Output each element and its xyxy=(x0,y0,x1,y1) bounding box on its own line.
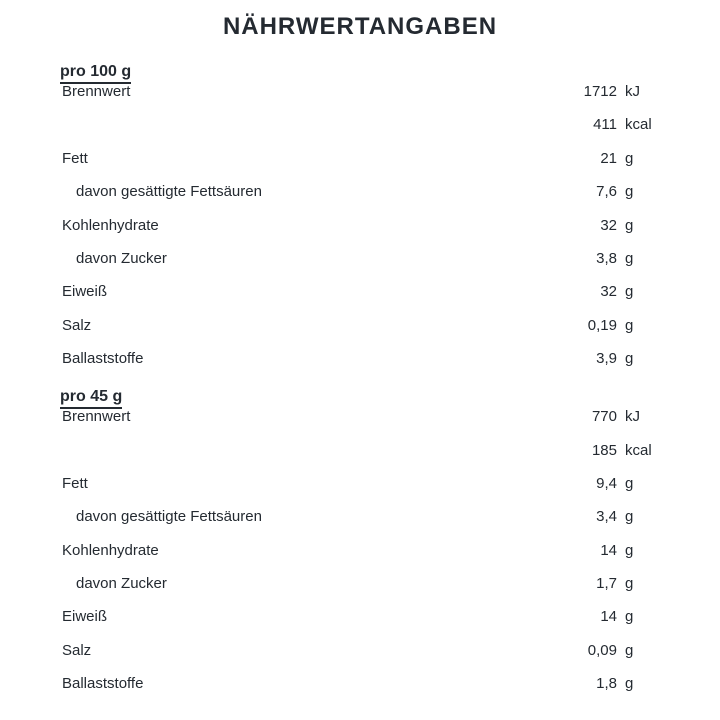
nutrient-unit: g xyxy=(625,350,634,368)
nutrient-amount: 0,19 xyxy=(587,316,617,334)
nutrient-label: Salz xyxy=(62,316,92,334)
nutrient-label: Eiweiß xyxy=(62,283,108,301)
nutrient-label: Fett xyxy=(62,149,88,167)
nutrient-row xyxy=(60,282,655,301)
nutrient-unit: g xyxy=(625,474,634,492)
nutrient-unit: g xyxy=(625,249,634,267)
nutrient-unit: g xyxy=(625,508,634,526)
nutrient-row xyxy=(60,349,655,368)
nutrient-value xyxy=(561,474,655,493)
nutrient-value xyxy=(561,441,655,460)
nutrient-row xyxy=(60,182,655,201)
nutrient-value xyxy=(561,641,655,660)
nutrient-amount: 14 xyxy=(600,541,617,559)
nutrient-amount: 3,9 xyxy=(596,350,617,368)
nutrient-unit: g xyxy=(625,575,634,593)
nutrient-row xyxy=(60,249,655,268)
nutrition-table xyxy=(60,63,655,693)
nutrient-label: Kohlenhydrate xyxy=(62,216,159,234)
nutrient-value xyxy=(561,574,655,593)
page-title: NÄHRWERTANGABEN xyxy=(222,13,498,40)
nutrient-amount: 1,8 xyxy=(596,675,617,693)
nutrient-amount: 1,7 xyxy=(596,575,617,593)
nutrient-amount: 3,4 xyxy=(596,508,617,526)
nutrient-row xyxy=(60,115,655,134)
nutrient-value xyxy=(561,115,655,134)
nutrient-amount: 32 xyxy=(600,283,617,301)
nutrient-value xyxy=(561,182,655,201)
nutrient-amount: 3,8 xyxy=(596,249,617,267)
nutrient-row xyxy=(60,541,655,560)
nutrient-amount: 185 xyxy=(591,441,617,459)
nutrient-amount: 7,6 xyxy=(596,183,617,201)
nutrient-row xyxy=(60,441,655,460)
nutrient-value xyxy=(561,249,655,268)
section-heading-wrap xyxy=(60,63,655,82)
nutrient-row xyxy=(60,149,655,168)
nutrient-value xyxy=(561,541,655,560)
nutrient-value xyxy=(561,149,655,168)
nutrient-label: Kohlenhydrate xyxy=(62,541,159,559)
nutrient-value xyxy=(561,407,655,426)
nutrient-unit: kJ xyxy=(625,408,640,426)
nutrient-row xyxy=(60,641,655,660)
nutrient-row xyxy=(60,607,655,626)
nutrient-row xyxy=(60,474,655,493)
nutrient-label: davon gesättigte Fettsäuren xyxy=(76,183,262,201)
nutrient-label: davon Zucker xyxy=(76,575,167,593)
nutrient-unit: g xyxy=(625,316,634,334)
nutrient-value xyxy=(561,349,655,368)
nutrient-value xyxy=(561,216,655,235)
nutrient-unit: g xyxy=(625,149,634,167)
nutrient-amount: 1712 xyxy=(583,83,617,100)
nutrient-label: Eiweiß xyxy=(62,608,108,626)
nutrient-label: davon Zucker xyxy=(76,249,167,267)
nutrient-value xyxy=(561,316,655,335)
nutrient-value xyxy=(561,282,655,301)
nutrient-amount: 9,4 xyxy=(596,474,617,492)
nutrient-unit: g xyxy=(625,216,634,234)
nutrient-amount: 0,09 xyxy=(587,641,617,659)
nutrient-value xyxy=(561,507,655,526)
nutrient-unit: g xyxy=(625,283,634,301)
nutrient-amount: 411 xyxy=(593,116,617,134)
nutrient-amount: 14 xyxy=(600,608,617,626)
nutrient-unit: g xyxy=(625,641,634,659)
nutrient-row xyxy=(60,574,655,593)
nutrient-label: Salz xyxy=(62,641,92,659)
nutrition-section xyxy=(60,63,655,368)
nutrient-value xyxy=(561,674,655,693)
nutrient-label: Ballaststoffe xyxy=(62,675,144,693)
nutrient-label: davon gesättigte Fettsäuren xyxy=(76,508,262,526)
nutrient-amount: 770 xyxy=(591,408,617,426)
section-heading: pro 100 g xyxy=(60,63,131,84)
nutrient-unit: g xyxy=(625,675,634,693)
nutrient-unit: kcal xyxy=(625,116,652,134)
nutrient-row xyxy=(60,316,655,335)
nutrient-unit: kJ xyxy=(625,83,640,100)
nutrient-amount: 32 xyxy=(600,216,617,234)
nutrient-row xyxy=(60,507,655,526)
nutrient-label: Fett xyxy=(62,474,88,492)
nutrient-amount: 21 xyxy=(600,149,617,167)
nutrient-row xyxy=(60,82,655,101)
nutrient-unit: g xyxy=(625,608,634,626)
nutrient-row xyxy=(60,407,655,426)
nutrient-unit: g xyxy=(625,541,634,559)
nutrient-label: Ballaststoffe xyxy=(62,350,144,368)
nutrient-value xyxy=(561,607,655,626)
section-heading: pro 45 g xyxy=(60,388,122,409)
nutrient-row xyxy=(60,674,655,693)
nutrient-unit: kcal xyxy=(625,441,652,459)
nutrient-row xyxy=(60,216,655,235)
nutrient-label: Brennwert xyxy=(62,83,131,100)
nutrient-unit: g xyxy=(625,183,634,201)
nutrition-section xyxy=(60,388,655,693)
nutrient-label: Brennwert xyxy=(62,408,131,426)
section-heading-wrap xyxy=(60,388,655,407)
nutrient-value xyxy=(561,82,655,101)
